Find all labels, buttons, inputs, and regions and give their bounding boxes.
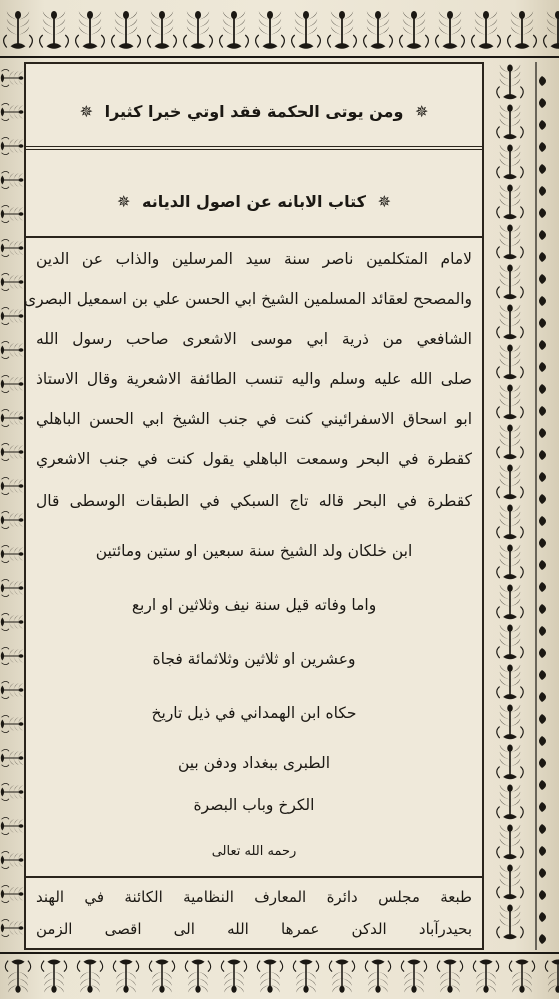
ornament-motif: [539, 252, 546, 262]
body-line: الكرخ وباب البصرة: [193, 796, 315, 814]
ornament-motif: [1, 919, 24, 936]
ornament-motif: [436, 11, 465, 49]
ornament-motif: [41, 960, 66, 993]
divider: [26, 876, 482, 878]
ornament-motif: [221, 960, 246, 993]
ornament-motif: [1, 579, 24, 596]
motto-line: [26, 102, 482, 121]
ornament-motif: [1, 715, 24, 732]
ornament-motif: [539, 164, 546, 174]
ornament-motif: [539, 648, 546, 658]
ornament-motif: [364, 11, 393, 49]
divider: [26, 146, 482, 150]
ornament-motif: [539, 626, 546, 636]
ornament-motif: [539, 736, 546, 746]
ornament-motif: [497, 305, 523, 340]
ornament-motif: [1, 477, 24, 494]
ornament-motif: [148, 11, 177, 49]
ornament-motif: [328, 11, 357, 49]
ornament-motif: [112, 11, 141, 49]
ornament-motif: [1, 443, 24, 460]
ornament-motif: [539, 670, 546, 680]
ornament-motif: [1, 647, 24, 664]
ornament-motif: [539, 230, 546, 240]
ornament-motif: [497, 505, 523, 540]
ornament-motif: [539, 384, 546, 394]
ornament-motif: [365, 960, 390, 993]
ornament-motif: [1, 545, 24, 562]
ornament-motif: [539, 582, 546, 592]
ornament-motif: [497, 745, 523, 780]
ornament-motif: [1, 341, 24, 358]
ornament-motif: [539, 186, 546, 196]
ornament-motif: [1, 137, 24, 154]
ornament-motif: [1, 783, 24, 800]
body-line: لامام المتكلمين ناصر سنة سيد المرسلين والذاب عن الدين: [36, 250, 472, 268]
ornament-motif: [329, 960, 354, 993]
ornament-motif: [1, 273, 24, 290]
ornament-motif: [539, 538, 546, 548]
ornament-motif: [539, 76, 546, 86]
ornament-motif: [1, 307, 24, 324]
ornament-motif: [545, 960, 559, 993]
ornamental-border-bottom: [0, 950, 559, 999]
ornament-motif: [1, 681, 24, 698]
ornament-motif: [539, 340, 546, 350]
ornament-motif: [292, 11, 321, 49]
ornament-motif: [472, 11, 501, 49]
ornament-motif: [509, 960, 534, 993]
body-line: الطبرى ببغداد ودفن بين: [177, 754, 331, 772]
ornament-motif: [497, 585, 523, 620]
ornament-motif: [539, 934, 546, 944]
body-line: والمصحح لعقائد المسلمين الشيخ ابي الحسن علي بن اسمعيل البصرى: [23, 290, 472, 308]
ornament-motif: [1, 103, 24, 120]
ornament-icon: ✵: [414, 102, 429, 121]
ornament-motif: [1, 749, 24, 766]
closing-invocation: رحمه الله تعالى: [211, 844, 297, 859]
ornament-motif: [539, 890, 546, 900]
ornament-motif: [539, 494, 546, 504]
ornament-motif: [1, 205, 24, 222]
divider: [26, 236, 482, 238]
ornament-motif: [497, 465, 523, 500]
ornament-motif: [539, 318, 546, 328]
ornament-motif: [539, 296, 546, 306]
ornament-motif: [1, 511, 24, 528]
ornament-motif: [497, 825, 523, 860]
ornament-motif: [497, 345, 523, 380]
ornament-motif: [497, 625, 523, 660]
ornament-motif: [497, 65, 523, 100]
ornament-motif: [76, 11, 105, 49]
ornament-motif: [497, 905, 523, 940]
ornament-motif: [539, 120, 546, 130]
publisher-line: طبعة مجلس دائرة المعارف النظامية الكائنة في الهند: [36, 888, 472, 906]
ornament-motif: [539, 208, 546, 218]
ornament-motif: [539, 868, 546, 878]
ornament-motif: [539, 450, 546, 460]
ornament-motif: [1, 69, 24, 86]
ornament-motif: [539, 912, 546, 922]
ornament-motif: [539, 824, 546, 834]
ornament-motif: [77, 960, 102, 993]
ornament-motif: [539, 142, 546, 152]
body-line: واما وفاته قيل سنة نيف وثلاثين او اربع: [131, 596, 377, 614]
ornament-motif: [497, 185, 523, 220]
body-line: ابن خلكان ولد الشيخ سنة سبعين او ستين ومائتين: [95, 542, 413, 560]
body-line: كقطرة في البحر قاله تاج السبكي في الطبقات الوسطى قال: [36, 492, 472, 510]
ornament-motif: [497, 785, 523, 820]
ornament-motif: [539, 802, 546, 812]
ornament-motif: [437, 960, 462, 993]
ornament-motif: [220, 11, 249, 49]
ornament-motif: [149, 960, 174, 993]
ornament-motif: [544, 11, 559, 49]
ornament-motif: [257, 960, 282, 993]
ornament-motif: [539, 758, 546, 768]
ornament-motif: [539, 780, 546, 790]
book-title-line: [26, 192, 482, 211]
ornamental-border-top: [0, 0, 559, 62]
ornament-motif: [1, 817, 24, 834]
ornament-motif: [539, 406, 546, 416]
ornament-motif: [497, 865, 523, 900]
ornament-motif: [4, 11, 33, 49]
ornament-motif: [497, 105, 523, 140]
ornament-motif: [497, 145, 523, 180]
ornament-icon: ✵: [79, 102, 93, 121]
ornament-motif: [1, 409, 24, 426]
ornament-motif: [497, 705, 523, 740]
motto-text: ومن يوتى الحكمة فقد اوتي خيرا كثيرا: [104, 102, 404, 121]
ornament-motif: [539, 428, 546, 438]
ornament-motif: [184, 11, 213, 49]
ornament-motif: [539, 604, 546, 614]
ornament-motif: [400, 11, 429, 49]
ornament-motif: [497, 665, 523, 700]
ornament-motif: [1, 613, 24, 630]
ornament-motif: [539, 560, 546, 570]
publisher-line: بحيدرآباد الدكن عمرها الله الى اقصى الزمن: [36, 920, 472, 938]
ornament-motif: [401, 960, 426, 993]
ornament-motif: [5, 960, 30, 993]
ornament-motif: [1, 171, 24, 188]
ornament-motif: [497, 265, 523, 300]
ornament-motif: [497, 385, 523, 420]
ornament-motif: [539, 98, 546, 108]
ornament-motif: [539, 472, 546, 482]
ornament-motif: [497, 545, 523, 580]
ornament-motif: [539, 274, 546, 284]
book-title: كتاب الابانه عن اصول الديانه: [142, 192, 366, 211]
ornament-icon: ✵: [377, 192, 391, 211]
ornament-motif: [293, 960, 318, 993]
body-line: ابو اسحاق الاسفرائيني كنت في جنب الشيخ ابي الحسن الباهلي: [36, 410, 472, 428]
ornament-motif: [508, 11, 537, 49]
body-line: الشافعي من ذرية ابي موسى الاشعرى صاحب رسول الله: [36, 330, 472, 348]
ornament-motif: [539, 362, 546, 372]
ornament-motif: [1, 851, 24, 868]
body-line: وعشرين او ثلاثين وثلاثمائة فجاة: [152, 650, 356, 668]
ornament-motif: [473, 960, 498, 993]
ornament-motif: [1, 239, 24, 256]
ornament-motif: [539, 516, 546, 526]
ornament-motif: [539, 714, 546, 724]
ornamental-border-left: [0, 62, 24, 950]
ornament-motif: [185, 960, 210, 993]
body-line: كقطرة في البحر وسمعت الباهلي يقول كنت في جنب الاشعري: [36, 450, 472, 468]
ornament-motif: [1, 885, 24, 902]
ornament-motif: [539, 846, 546, 856]
ornament-motif: [539, 692, 546, 702]
ornament-motif: [497, 425, 523, 460]
ornament-motif: [497, 225, 523, 260]
ornament-motif: [1, 375, 24, 392]
ornament-motif: [256, 11, 285, 49]
ornament-motif: [40, 11, 69, 49]
body-line: صلى الله عليه وسلم واليه تنسب الطائفة الاشعرية وقال الاستاذ: [36, 370, 472, 388]
text-frame: [24, 62, 484, 950]
ornamental-border-right: [484, 62, 559, 950]
ornament-motif: [113, 960, 138, 993]
ornament-icon: ✵: [117, 192, 131, 211]
body-line: حكاه ابن الهمداني في ذيل تاريخ: [151, 704, 357, 722]
